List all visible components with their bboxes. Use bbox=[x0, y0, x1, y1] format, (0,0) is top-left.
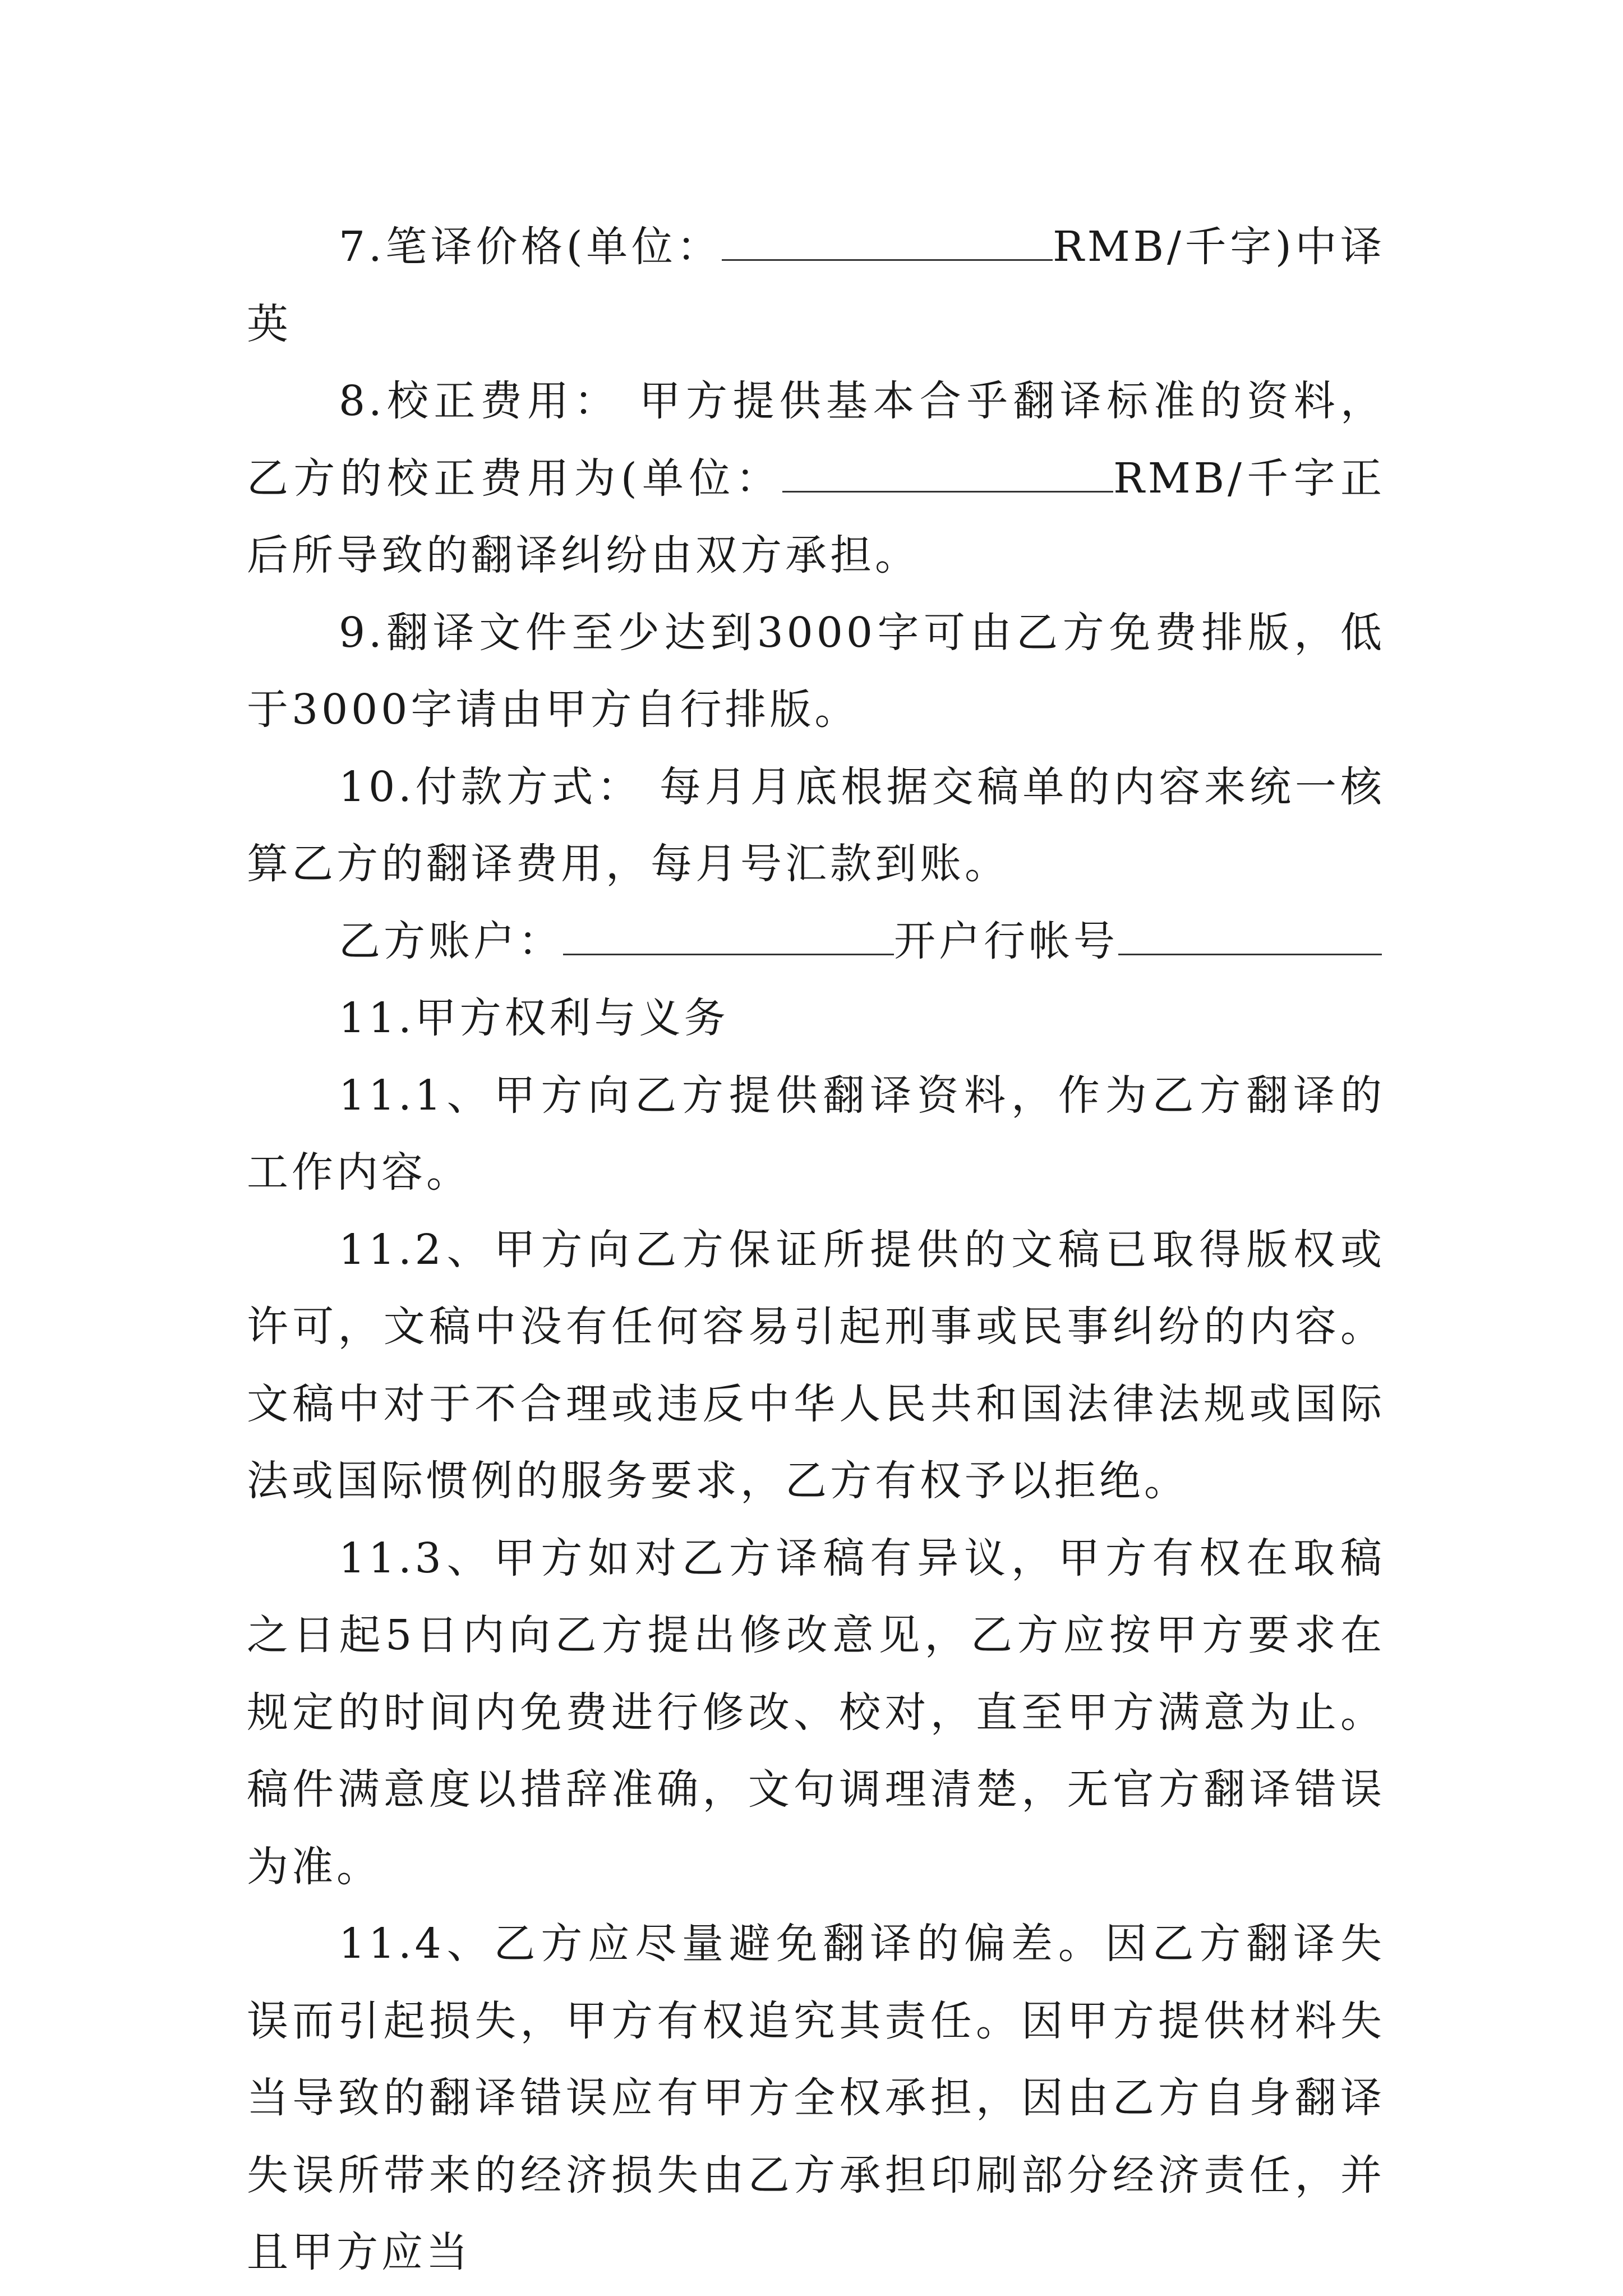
paragraph-11-1: 11.1、甲方向乙方提供翻译资料，作为乙方翻译的工作内容。 bbox=[247, 1071, 1385, 1197]
paragraph-11-2: 11.2、甲方向乙方保证所提供的文稿已取得版权或许可，文稿中没有任何容易引起刑事或民事纠纷的内容。文稿中对于不合理或违反中华人民共和国法律法规或国际法或国际惯例的服务要求，乙方有权予以拒绝。 bbox=[247, 1225, 1385, 1505]
paragraph-7-text-after: RMB/千字)中译英 bbox=[247, 223, 1385, 348]
paragraph-10-payment-method: 10.付款方式： 每月月底根据交稿单的内容来统一核算乙方的翻译费用，每月号汇款到账。 bbox=[247, 762, 1385, 888]
account-blank-field[interactable] bbox=[563, 918, 894, 955]
paragraph-account-info bbox=[247, 903, 1385, 981]
bank-account-blank-field[interactable] bbox=[1118, 918, 1382, 955]
paragraph-9-typesetting: 9.翻译文件至少达到3000字可由乙方免费排版，低于3000字请由甲方自行排版。 bbox=[247, 608, 1385, 734]
paragraph-11-3: 11.3、甲方如对乙方译稿有异议，甲方有权在取稿之日起5日内向乙方提出修改意见，乙方应按甲方要求在规定的时间内免费进行修改、校对，直至甲方满意为止。稿件满意度以措辞准确，文句调理清楚，无官方翻译错误为准。 bbox=[247, 1534, 1385, 1891]
paragraph-7-translation-price bbox=[247, 209, 1385, 363]
paragraph-8-text-before: 8.校正费用： 甲方提供基本合乎翻译标准的资料，乙方的校正费用为(单位： bbox=[247, 377, 1385, 503]
paragraph-8-text-after: RMB/千字正后所导致的翻译纠纷由双方承担。 bbox=[247, 454, 1385, 579]
document-body bbox=[247, 209, 1385, 2292]
paragraph-7-text-before: 7.笔译价格(单位： bbox=[339, 223, 722, 271]
bank-account-label: 开户行帐号 bbox=[894, 917, 1118, 965]
price-blank-field[interactable] bbox=[722, 223, 1053, 261]
paragraph-11-4: 11.4、乙方应尽量避免翻译的偏差。因乙方翻译失误而引起损失，甲方有权追究其责任。因甲方提供材料失当导致的翻译错误应有甲方全权承担，因由乙方自身翻译失误所带来的经济损失由乙方承担印刷部分经济责任，并且甲方应当 bbox=[247, 1920, 1385, 2276]
account-label: 乙方账户： bbox=[339, 917, 563, 965]
paragraph-8-proofreading-fee bbox=[247, 363, 1385, 595]
proofreading-fee-blank-field[interactable] bbox=[782, 455, 1113, 493]
paragraph-11-heading: 11.甲方权利与义务 bbox=[339, 994, 729, 1042]
